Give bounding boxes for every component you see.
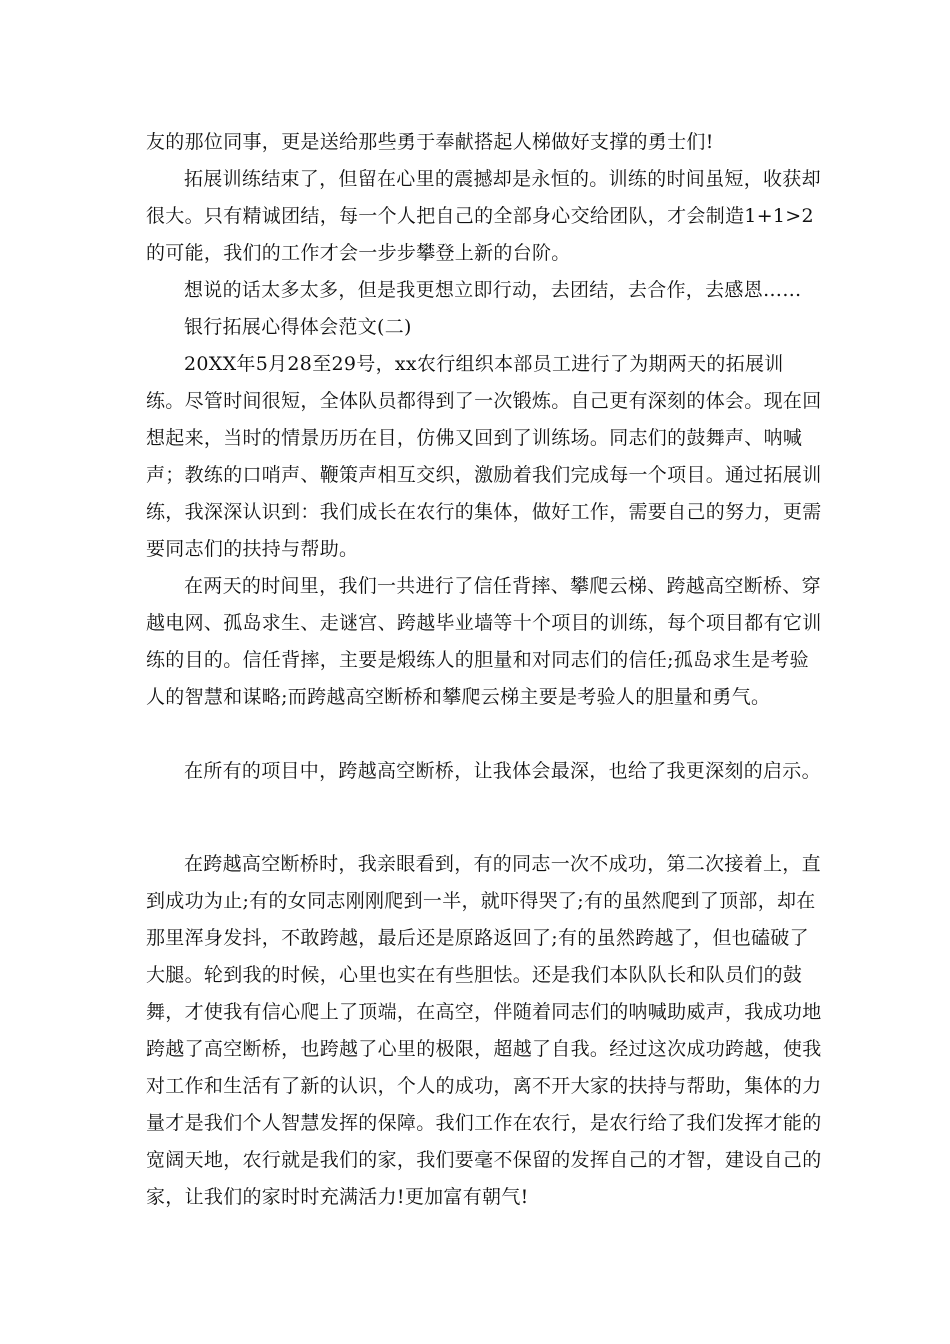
paragraph-training-conclusion: 拓展训练结束了，但留在心里的震撼却是永恒的。训练的时间虽短，收获却很大。只有精诚团结，每一个人把自己的全部身心交给团队，才会制造1+1>2的可能，我们的工作才会一步步攀登上新的台阶。 (146, 168, 821, 264)
document-body (146, 124, 822, 1216)
paragraph-bridge-crossing: 在跨越高空断桥时，我亲眼看到，有的同志一次不成功，第二次接着上，直到成功为止;有的女同志刚刚爬到一半，就吓得哭了;有的虽然爬到了顶部，却在那里浑身发抖，不敢跨越，最后还是原路返回了;有的虽然跨越了，但也磕破了大腿。轮到我的时候，心里也实在有些胆怯。还是我们本队队长和队员们的鼓舞，才使我有信心爬上了顶端，在高空，伴随着同志们的呐喊助威声，我成功地跨越了高空断桥，也跨越了心里的极限，超越了自我。经过这次成功跨越，使我对工作和生活有了新的认识，个人的成功，离不开大家的扶持与帮助，集体的力量才是我们个人智慧发挥的保障。我们工作在农行，是农行给了我们发挥才能的宽阔天地，农行就是我们的家，我们要毫不保留的发挥自己的才智，建设自己的家，让我们的家时时充满活力!更加富有朝气! (146, 853, 822, 1208)
paragraph-projects: 在两天的时间里，我们一共进行了信任背摔、攀爬云梯、跨越高空断桥、穿越电网、孤岛求生、走谜宫、跨越毕业墙等十个项目的训练，每个项目都有它训练的目的。信任背摔，主要是煅练人的胆量和对同志们的信任;孤岛求生是考验人的智慧和谋略;而跨越高空断桥和攀爬云梯主要是考验人的胆量和勇气。 (146, 575, 822, 708)
section-heading: 银行拓展心得体会范文(二) (184, 316, 412, 338)
paragraph-closing-thought: 想说的话太多太多，但是我更想立即行动，去团结，去合作，去感恩…… (184, 279, 802, 301)
paragraph-deepest-impression: 在所有的项目中，跨越高空断桥，让我体会最深，也给了我更深刻的启示。 (184, 760, 821, 782)
paragraph-intro: 20XX年5月28至29号，xx农行组织本部员工进行了为期两天的拓展训练。尽管时间很短，全体队员都得到了一次锻炼。自己更有深刻的体会。现在回想起来，当时的情景历历在目，仿佛又回到了训练场。同志们的鼓舞声、呐喊声；教练的口哨声、鞭策声相互交织，激励着我们完成每一个项目。通过拓展训练，我深深认识到：我们成长在农行的集体，做好工作，需要自己的努力，更需要同志们的扶持与帮助。 (146, 353, 822, 560)
paragraph-continuation: 友的那位同事，更是送给那些勇于奉献搭起人梯做好支撑的勇士们! (146, 131, 714, 153)
